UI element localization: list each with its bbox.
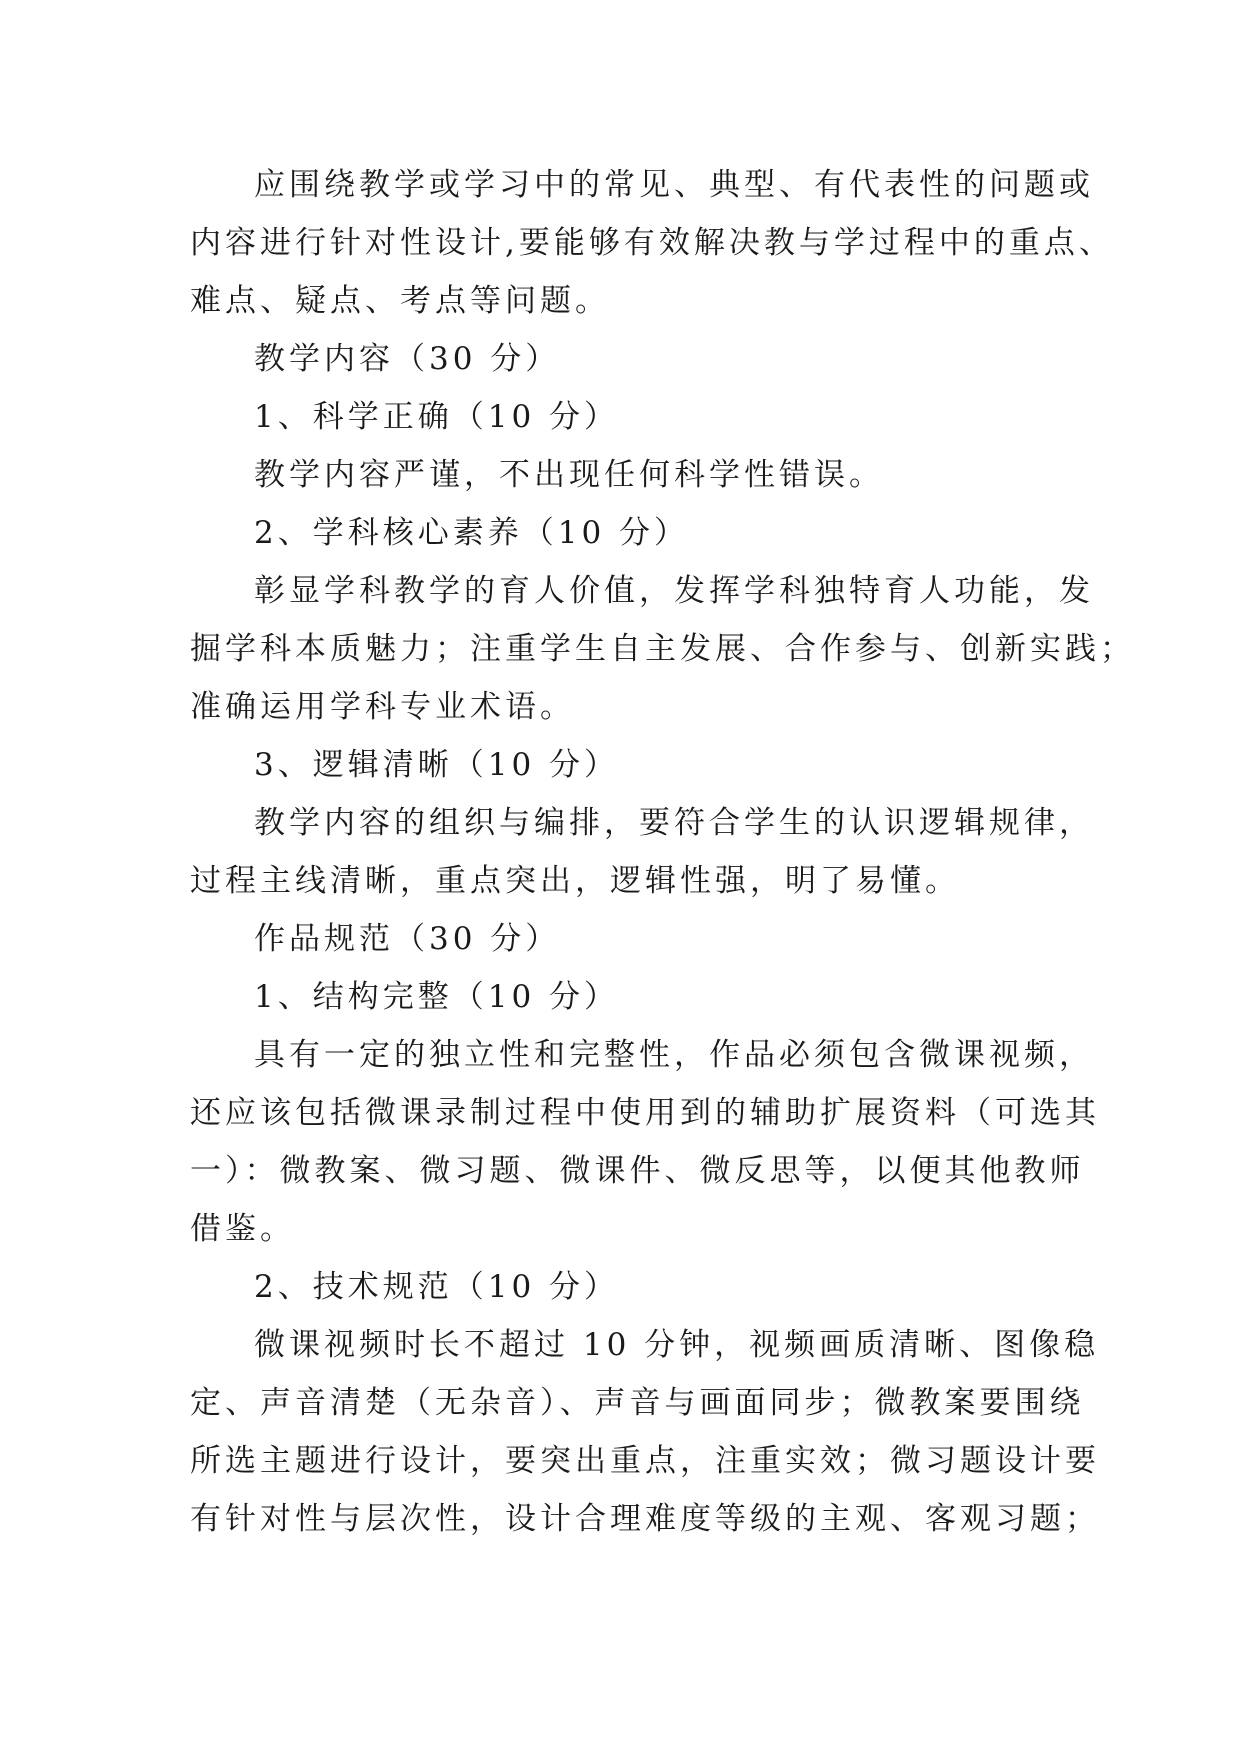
- paragraph-line: 教学内容的组织与编排，要符合学生的认识逻辑规律，: [254, 805, 1094, 841]
- paragraph-line: 所选主题进行设计，要突出重点，注重实效；微习题设计要: [190, 1443, 1100, 1479]
- paragraph-line: 准确运用学科专业术语。: [190, 689, 575, 725]
- section-heading: 作品规范（30 分）: [254, 921, 561, 957]
- item-heading: 2、学科核心素养（10 分）: [254, 515, 690, 551]
- item-heading: 1、科学正确（10 分）: [254, 399, 620, 435]
- paragraph-line: 彰显学科教学的育人价值，发挥学科独特育人功能，发: [254, 573, 1094, 609]
- paragraph-line: 定、声音清楚（无杂音）、声音与画面同步；微教案要围绕: [190, 1385, 1085, 1421]
- paragraph-line: 有针对性与层次性，设计合理难度等级的主观、客观习题；: [190, 1501, 1100, 1537]
- item-heading: 1、结构完整（10 分）: [254, 979, 620, 1015]
- item-heading: 2、技术规范（10 分）: [254, 1269, 620, 1305]
- paragraph-line: 微课视频时长不超过 10 分钟，视频画质清晰、图像稳: [254, 1327, 1100, 1363]
- paragraph-line: 内容进行针对性设计,要能够有效解决教与学过程中的重点、: [190, 225, 1114, 261]
- paragraph-line: 具有一定的独立性和完整性，作品必须包含微课视频，: [254, 1037, 1094, 1073]
- paragraph-line: 应围绕教学或学习中的常见、典型、有代表性的问题或: [254, 167, 1094, 203]
- paragraph-line: 掘学科本质魅力；注重学生自主发展、合作参与、创新实践；: [190, 631, 1135, 667]
- paragraph-line: 教学内容严谨，不出现任何科学性错误。: [254, 457, 884, 493]
- paragraph-line: 一）：微教案、微习题、微课件、微反思等，以便其他教师: [190, 1153, 1085, 1189]
- paragraph-line: 借鉴。: [190, 1211, 295, 1247]
- paragraph-line: 过程主线清晰，重点突出，逻辑性强，明了易懂。: [190, 863, 960, 899]
- item-heading: 3、逻辑清晰（10 分）: [254, 747, 620, 783]
- paragraph-line: 难点、疑点、考点等问题。: [190, 283, 610, 319]
- paragraph-line: 还应该包括微课录制过程中使用到的辅助扩展资料（可选其: [190, 1095, 1100, 1131]
- section-heading: 教学内容（30 分）: [254, 341, 561, 377]
